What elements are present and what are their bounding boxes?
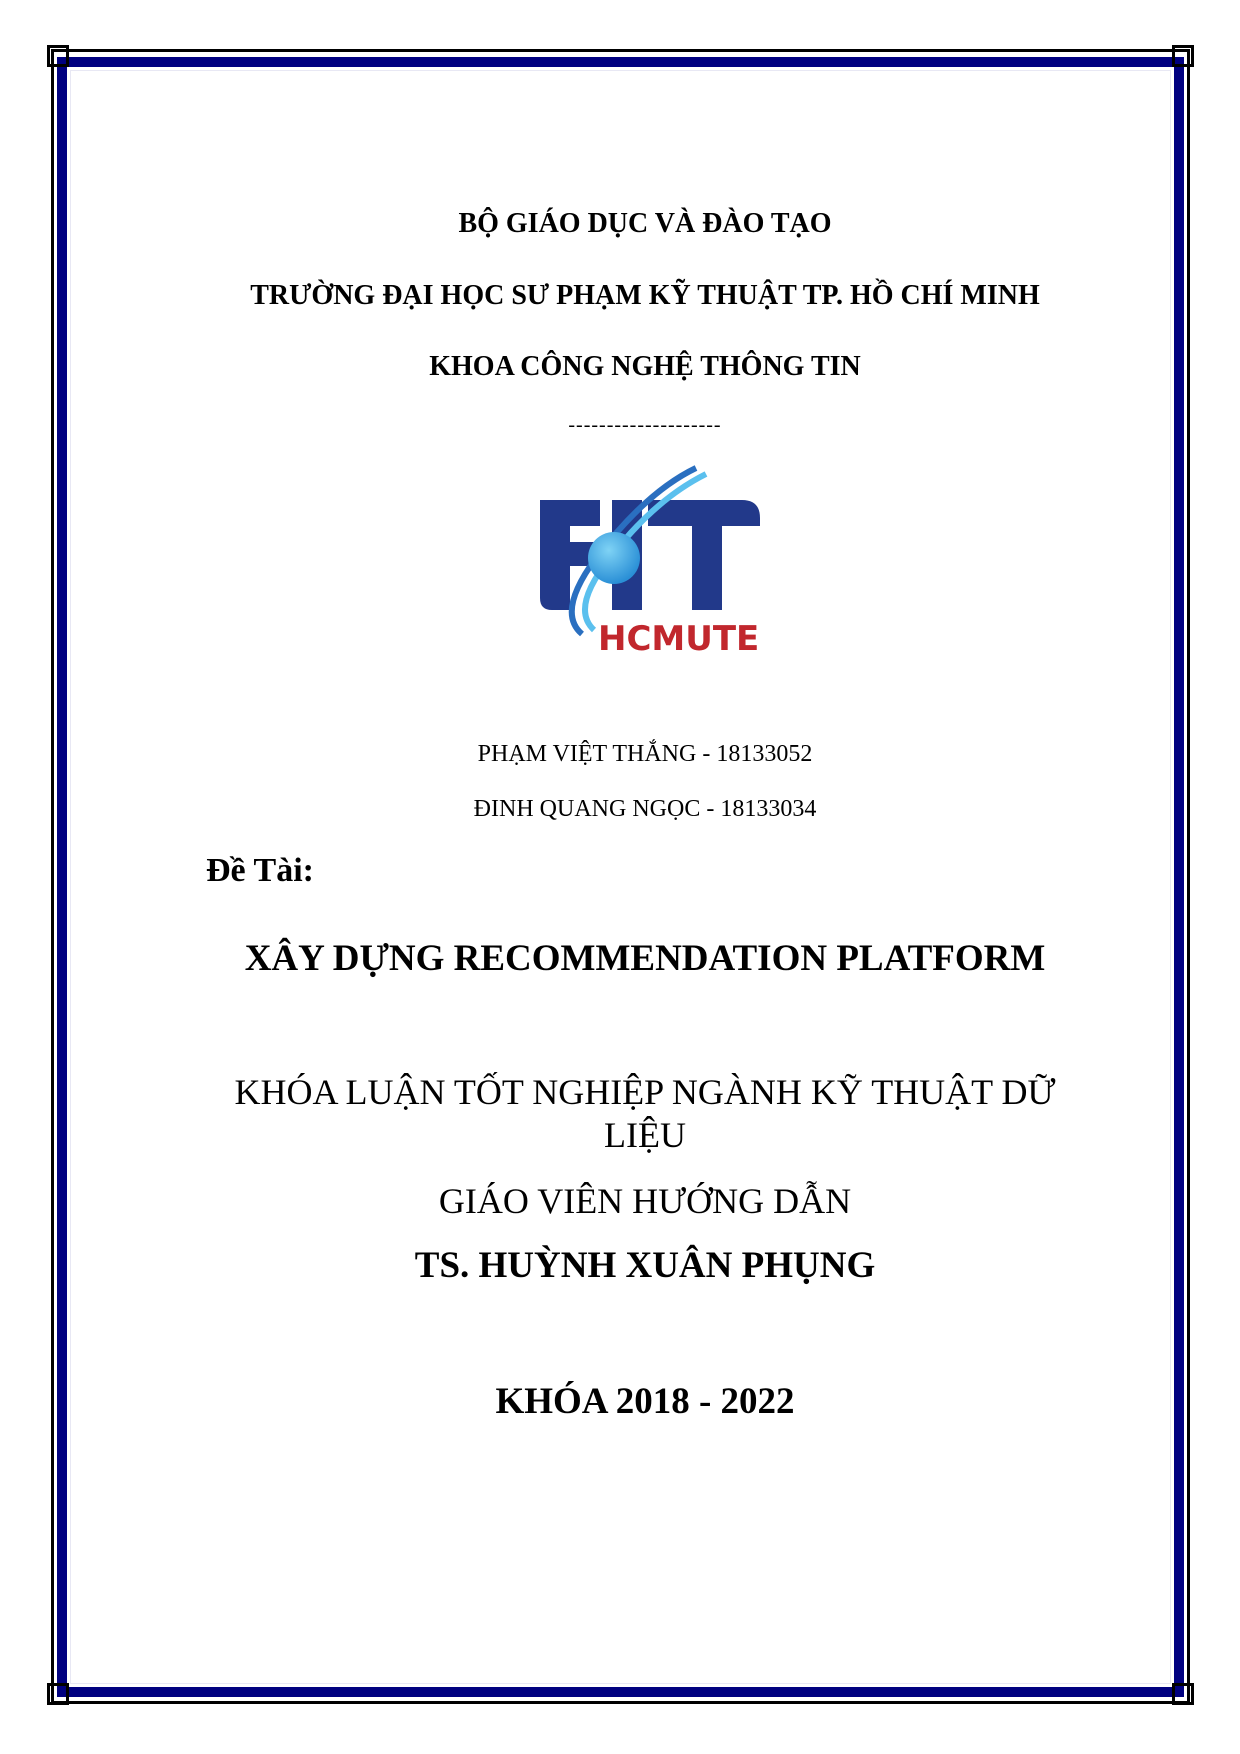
author-2: ĐINH QUANG NGỌC - 18133034: [473, 796, 817, 822]
thesis-type-line2: LIỆU: [604, 1115, 686, 1155]
separator-line: --------------------: [568, 414, 722, 436]
thesis-type-line1: KHÓA LUẬN TỐT NGHIỆP NGÀNH KỸ THUẬT DỮ: [234, 1072, 1056, 1112]
ministry-heading: BỘ GIÁO DỤC VÀ ĐÀO TẠO: [458, 208, 832, 239]
fit-hcmute-logo: [536, 462, 770, 658]
advisor-label: GIÁO VIÊN HƯỚNG DẪN: [438, 1181, 852, 1221]
frame-corner-ornament: [47, 1683, 69, 1705]
frame-corner-ornament: [47, 45, 69, 67]
university-heading: TRƯỜNG ĐẠI HỌC SƯ PHẠM KỸ THUẬT TP. HỒ CHÍ MINH: [250, 280, 1040, 311]
frame-corner-ornament: [1172, 1683, 1194, 1705]
cohort: KHÓA 2018 - 2022: [495, 1381, 795, 1422]
frame-corner-ornament: [1172, 45, 1194, 67]
topic-title: XÂY DỰNG RECOMMENDATION PLATFORM: [244, 938, 1046, 979]
svg-text:HCMUTE: HCMUTE: [598, 619, 760, 658]
author-1: PHẠM VIỆT THẮNG - 18133052: [477, 741, 813, 767]
advisor-name: TS. HUỲNH XUÂN PHỤNG: [414, 1245, 876, 1286]
faculty-heading: KHOA CÔNG NGHỆ THÔNG TIN: [429, 351, 861, 382]
topic-label: Đề Tài:: [206, 852, 314, 889]
